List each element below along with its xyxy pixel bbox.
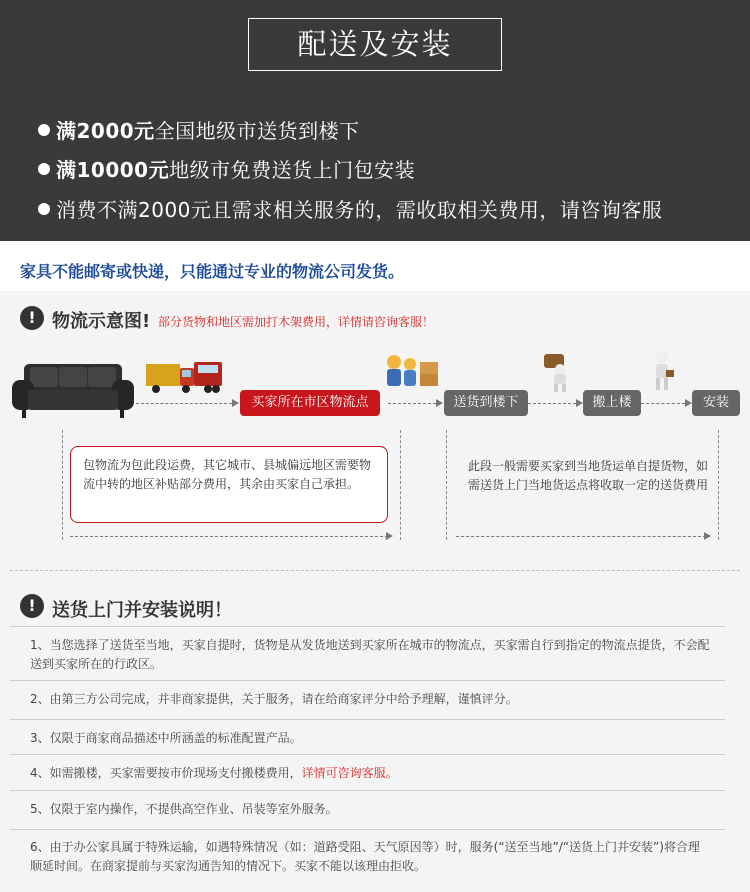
banner-line-2-bold: 满10000元 (56, 158, 170, 182)
flow-line (456, 536, 706, 537)
exclamation-icon: ! (20, 594, 44, 618)
pickup-note: 此段一般需要买家到当地货运单自提货物，如需送货上门当地货运点将收取一定的送货费用 (468, 459, 709, 492)
banner-line-3 (38, 194, 662, 223)
rule-item-3: 3、仅限于商家商品描述中所涵盖的标准配置产品。 (30, 731, 302, 745)
flow-line (388, 403, 436, 404)
flow-line (136, 403, 232, 404)
arrow-icon (386, 532, 393, 540)
rule-item-2: 2、由第三方公司完成，并非商家提供，关于服务，请在给商家评分中给予理解，谨慎评分。 (30, 692, 518, 706)
installer-icon (648, 350, 676, 392)
rule-divider (10, 680, 725, 681)
arrow-icon (232, 399, 239, 407)
bracket-line (718, 430, 719, 540)
arrow-icon (704, 532, 711, 540)
banner-line-1-text: 全国地级市送货到楼下 (154, 119, 360, 143)
bracket-line (400, 430, 401, 540)
rule-divider (10, 829, 725, 830)
arrow-icon (576, 399, 583, 407)
truck-icon (146, 358, 222, 398)
flow-line (528, 403, 576, 404)
rule-divider (10, 626, 725, 627)
step-carry-upstairs: 搬上楼 (583, 390, 641, 416)
delivery-banner (0, 0, 750, 241)
bullet-icon (38, 124, 50, 136)
step-local-logistics-point: 买家所在市区物流点 (240, 390, 380, 416)
sofa-icon (10, 362, 136, 420)
rule-divider (10, 790, 725, 791)
workers-icon (384, 354, 440, 388)
banner-line-2-text: 地级市免费送货上门包安装 (169, 158, 416, 182)
exclamation-icon: ! (20, 306, 44, 330)
logistics-fee-note: 包物流为包此段运费，其它城市、县城偏远地区需要物流中转的地区补贴部分费用，其余由买家自己承担。 (70, 446, 388, 523)
rule-item-6: 6、由于办公家具属于特殊运输，如遇特殊情况（如：道路受阻、天气原因等）时，服务(“送至当地”/“送货上门并安装”)将合理顺延时间。在商家提前与买家沟通告知的情况下。买家不能以该理由拒收。 (30, 840, 700, 873)
rule-divider (10, 719, 725, 720)
flow-line (70, 536, 388, 537)
bracket-line (446, 430, 447, 540)
rule-item-4 (30, 764, 710, 783)
banner-line-1-bold: 满2000元 (56, 119, 155, 143)
rule-item-4-text: 4、如需搬楼，买家需要按市价现场支付搬楼费用， (30, 766, 302, 780)
shipping-notice: 家具不能邮寄或快递，只能通过专业的物流公司发货。 (20, 262, 405, 281)
banner-title: 配送及安装 (248, 18, 502, 71)
step-deliver-downstairs: 送货到楼下 (444, 390, 528, 416)
banner-line-2 (38, 154, 415, 183)
bullet-icon (38, 203, 50, 215)
arrow-icon (436, 399, 443, 407)
logistics-subtitle: 部分货物和地区需加打木架费用，详情请咨询客服！ (158, 315, 435, 329)
carrying-person-icon (540, 352, 574, 392)
banner-line-1 (38, 115, 360, 144)
delivery-title: 送货上门并安装说明！ (52, 600, 232, 621)
rule-item-1: 1、当您选择了送货至当地，买家自提时，货物是从发货地送到买家所在城市的物流点，买家需自行到指定的物流点提货，不会配送到买家所在的行政区。 (30, 638, 710, 671)
rule-divider (10, 754, 725, 755)
rule-item-5: 5、仅限于室内操作，不提供高空作业、吊装等室外服务。 (30, 802, 338, 816)
bullet-icon (38, 163, 50, 175)
banner-line-3-text: 消费不满2000元且需求相关服务的，需收取相关费用，请咨询客服 (56, 198, 663, 222)
rule-item-4-highlight: 详情可咨询客服。 (301, 766, 398, 780)
bracket-line (62, 430, 63, 540)
logistics-title: 物流示意图! (52, 311, 151, 332)
arrow-icon (685, 399, 692, 407)
flow-line (641, 403, 685, 404)
step-install: 安装 (692, 390, 740, 416)
section-divider (10, 570, 740, 571)
